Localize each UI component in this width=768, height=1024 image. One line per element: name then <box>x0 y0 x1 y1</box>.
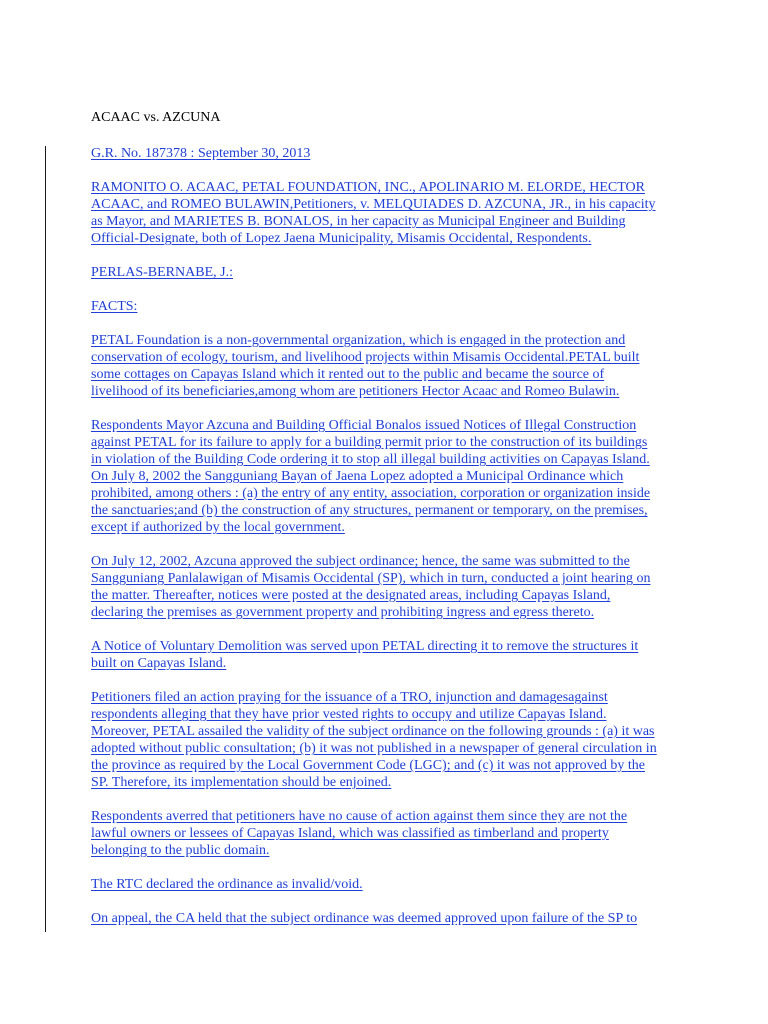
paragraph-line: livelihood of its beneficiaries,among whom are petitioners Hector Acaac and Romeo Bulawin. <box>91 384 620 399</box>
revision-change-bar <box>45 146 46 932</box>
paragraph-line: lawful owners or lessees of Capayas Island, which was classified as timberland and property <box>91 826 609 841</box>
paragraph-line: PERLAS-BERNABE, J.: <box>91 265 233 280</box>
paragraph-ponente[interactable] <box>91 264 691 281</box>
paragraph-line: Official-Designate, both of Lopez Jaena Municipality, Misamis Occidental, Respondents. <box>91 231 592 246</box>
paragraph-line: ACAAC, and ROMEO BULAWIN,Petitioners, v. MELQUIADES D. AZCUNA, JR., in his capacity <box>91 197 656 212</box>
paragraph-line: A Notice of Voluntary Demolition was served upon PETAL directing it to remove the structures it <box>91 639 639 654</box>
paragraph-line: conservation of ecology, tourism, and livelihood projects within Misamis Occidental.PETAL built <box>91 350 640 365</box>
document-body <box>91 145 691 944</box>
paragraph-facts-6[interactable] <box>91 808 691 859</box>
paragraph-line: adopted without public consultation; (b) it was not published in a newspaper of general circulation in <box>91 741 657 756</box>
paragraph-line: in violation of the Building Code ordering it to stop all illegal building activities on Capayas Island. <box>91 452 650 467</box>
paragraph-line: the matter. Thereafter, notices were posted at the designated areas, including Capayas Island, <box>91 588 611 603</box>
paragraph-line: against PETAL for its failure to apply for a building permit prior to the construction of its buildings <box>91 435 648 450</box>
paragraph-line: the province as required by the Local Government Code (LGC); and (c) it was not approved by the <box>91 758 645 773</box>
paragraph-line: On July 12, 2002, Azcuna approved the subject ordinance; hence, the same was submitted to the <box>91 554 630 569</box>
paragraph-line: declaring the premises as government property and prohibiting ingress and egress thereto. <box>91 605 595 620</box>
paragraph-line: except if authorized by the local government. <box>91 520 345 535</box>
paragraph-line: some cottages on Capayas Island which it rented out to the public and became the source of <box>91 367 605 382</box>
paragraph-line: the sanctuaries;and (b) the construction of any structures, permanent or temporary, on the premises, <box>91 503 648 518</box>
paragraph-facts-4[interactable] <box>91 638 691 672</box>
paragraph-line: respondents alleging that they have prior vested rights to occupy and utilize Capayas Island. <box>91 707 607 722</box>
paragraph-line: as Mayor, and MARIETES B. BONALOS, in her capacity as Municipal Engineer and Building <box>91 214 626 229</box>
paragraph-facts-heading[interactable] <box>91 298 691 315</box>
paragraph-line: RAMONITO O. ACAAC, PETAL FOUNDATION, INC., APOLINARIO M. ELORDE, HECTOR <box>91 180 645 195</box>
paragraph-line: Petitioners filed an action praying for the issuance of a TRO, injunction and damagesagainst <box>91 690 608 705</box>
paragraph-line: Moreover, PETAL assailed the validity of the subject ordinance on the following grounds : (a) it was <box>91 724 655 739</box>
paragraph-line: built on Capayas Island. <box>91 656 227 671</box>
paragraph-line: Respondents averred that petitioners have no cause of action against them since they are not the <box>91 809 628 824</box>
paragraph-line: belonging to the public domain. <box>91 843 270 858</box>
paragraph-case-number[interactable] <box>91 145 691 162</box>
paragraph-facts-7[interactable] <box>91 876 691 893</box>
paragraph-line: PETAL Foundation is a non-governmental organization, which is engaged in the protection and <box>91 333 626 348</box>
paragraph-line: G.R. No. 187378 : September 30, 2013 <box>91 146 311 161</box>
paragraph-line: Respondents Mayor Azcuna and Building Official Bonalos issued Notices of Illegal Construction <box>91 418 637 433</box>
paragraph-line: Sangguniang Panlalawigan of Misamis Occidental (SP), which in turn, conducted a joint hearing on <box>91 571 651 586</box>
paragraph-facts-5[interactable] <box>91 689 691 791</box>
paragraph-facts-2[interactable] <box>91 417 691 536</box>
document-title: ACAAC vs. AZCUNA <box>91 110 221 125</box>
paragraph-line: prohibited, among others : (a) the entry of any entity, association, corporation or organization inside <box>91 486 651 501</box>
paragraph-line: SP. Therefore, its implementation should be enjoined. <box>91 775 392 790</box>
paragraph-line: On July 8, 2002 the Sangguniang Bayan of Jaena Lopez adopted a Municipal Ordinance which <box>91 469 624 484</box>
paragraph-facts-8[interactable] <box>91 910 691 927</box>
paragraph-line: The RTC declared the ordinance as invalid/void. <box>91 877 363 892</box>
paragraph-parties[interactable] <box>91 179 691 247</box>
paragraph-line: On appeal, the CA held that the subject ordinance was deemed approved upon failure of the SP to <box>91 911 638 926</box>
paragraph-facts-3[interactable] <box>91 553 691 621</box>
paragraph-facts-1[interactable] <box>91 332 691 400</box>
paragraph-line: FACTS: <box>91 299 138 314</box>
